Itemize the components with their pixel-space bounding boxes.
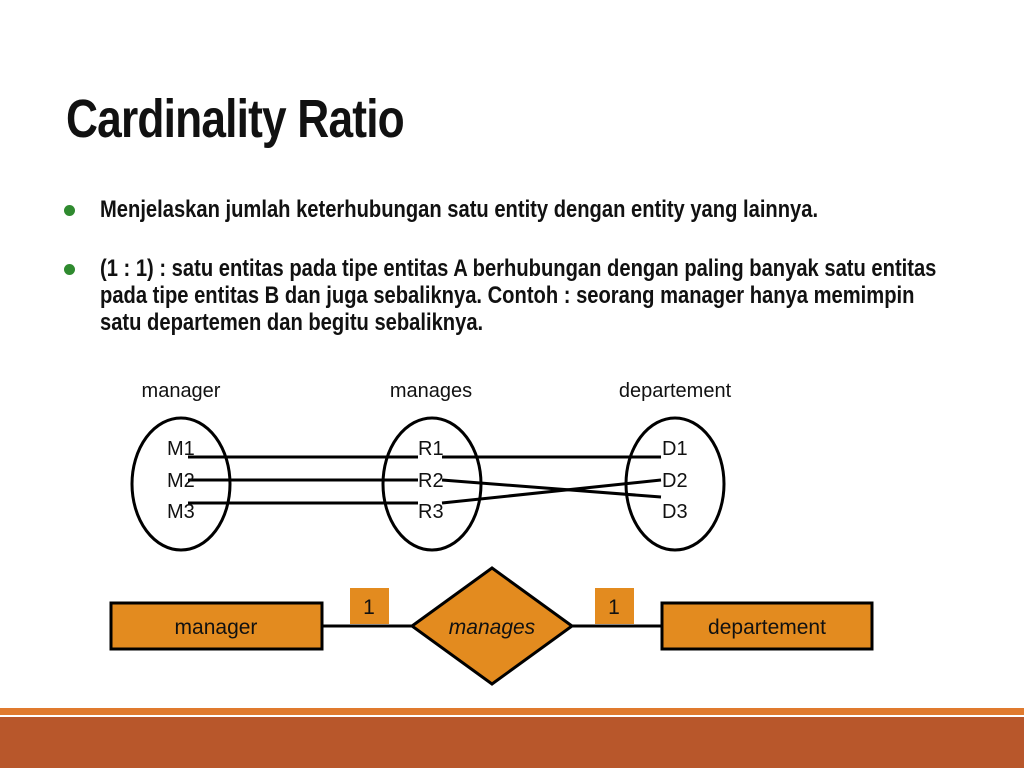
- entity-departement-label: departement: [708, 616, 826, 639]
- set-item: D2: [662, 470, 688, 492]
- cardinality-label-left: 1: [363, 596, 375, 619]
- set-item: M3: [167, 501, 195, 523]
- set-item: R3: [418, 501, 444, 523]
- bullet-text: (1 : 1) : satu entitas pada tipe entitas A berhubungan dengan paling banyak satu entitas pada tipe entitas B dan juga sebaliknya. Contoh : seorang manager hanya memimpin satu departemen dan begitu sebaliknya.: [100, 255, 937, 336]
- set-item: M2: [167, 470, 195, 492]
- footer-accent-line: [0, 708, 1024, 715]
- set-item: D1: [662, 438, 688, 460]
- set-item: R1: [418, 438, 444, 460]
- footer-bar: [0, 717, 1024, 768]
- slide-title: Cardinality Ratio: [66, 89, 404, 149]
- set-item: M1: [167, 438, 195, 460]
- set-label-departement: departement: [618, 380, 732, 402]
- set-label-manager: manager: [141, 380, 221, 402]
- bullet-text: Menjelaskan jumlah keterhubungan satu entity dengan entity yang lainnya.: [100, 196, 819, 223]
- set-label-manages: manages: [389, 380, 473, 402]
- entity-manager-label: manager: [174, 616, 258, 639]
- set-item: R2: [418, 470, 444, 492]
- relationship-manages-label: manages: [448, 616, 536, 639]
- set-item: D3: [662, 501, 688, 523]
- cardinality-label-right: 1: [608, 596, 620, 619]
